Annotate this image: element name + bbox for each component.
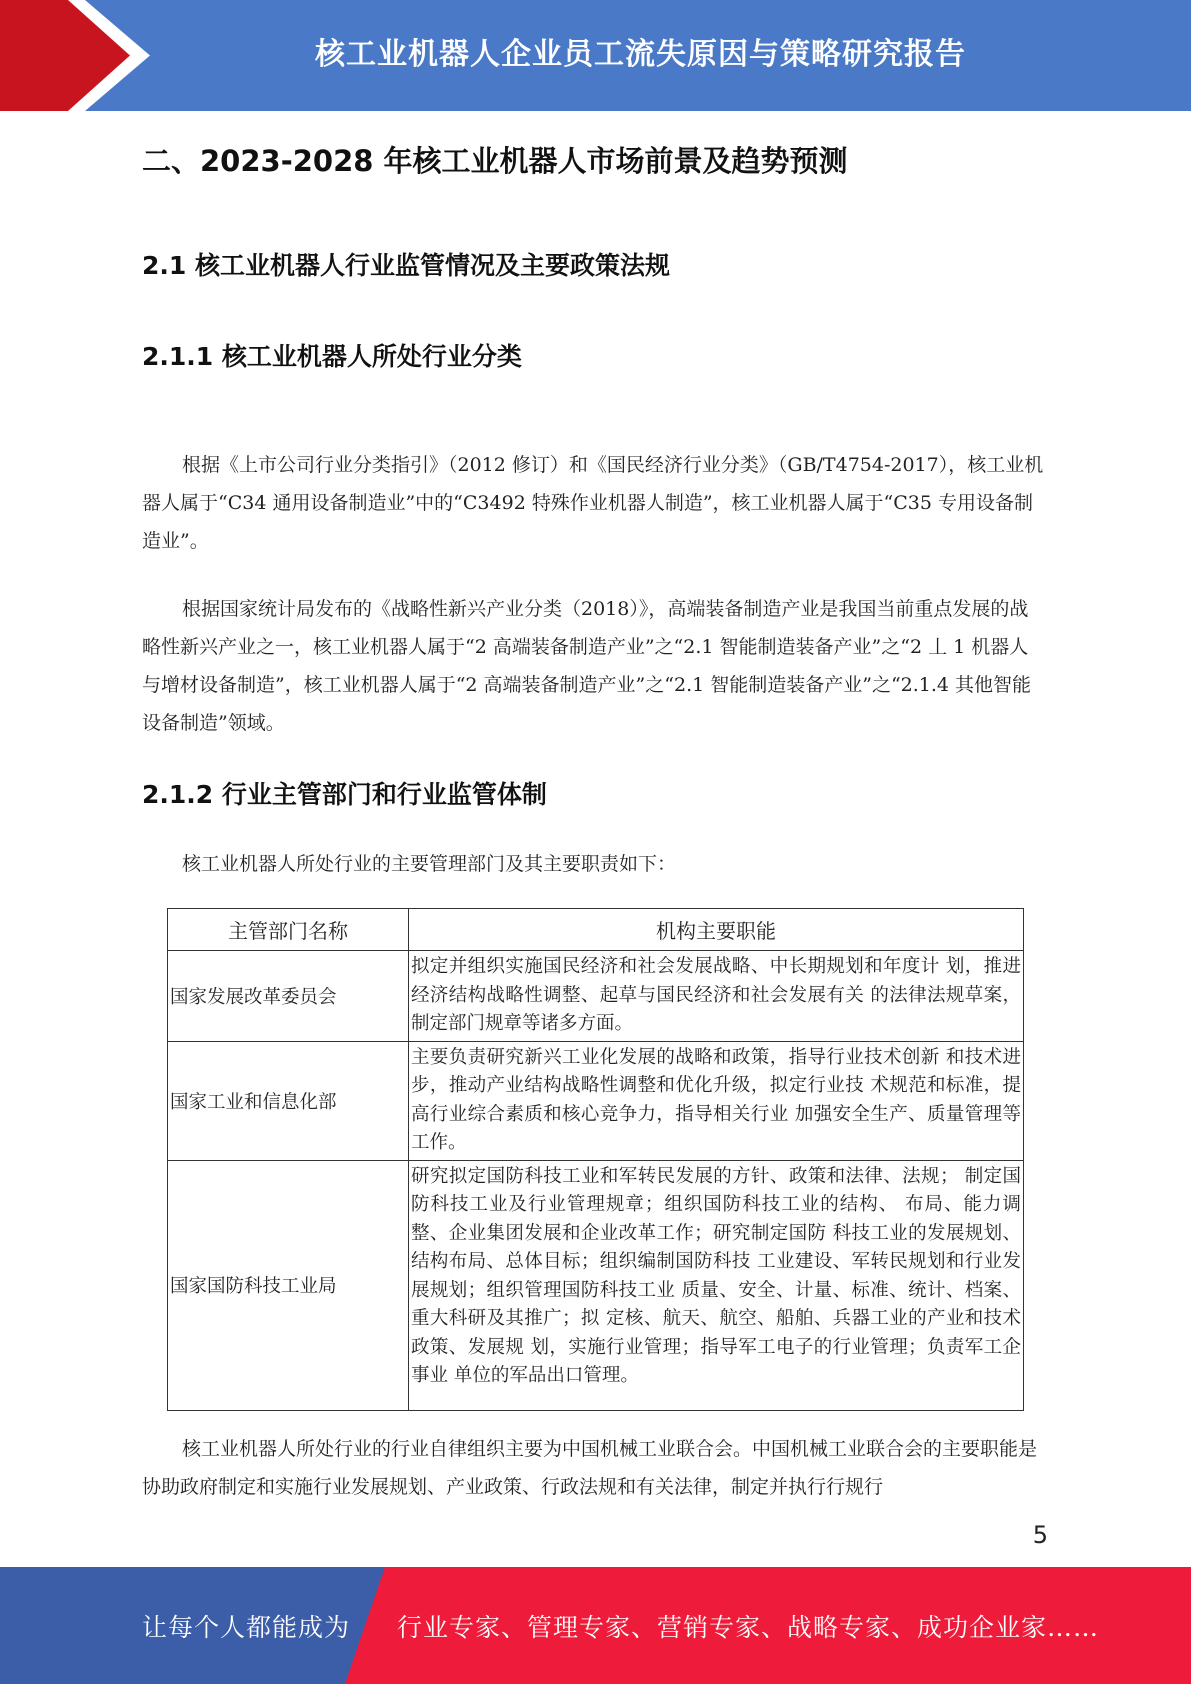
section-title: 二、2023-2028 年核工业机器人市场前景及趋势预测 (142, 144, 848, 178)
regulator-duties-table (167, 908, 1024, 1411)
page-number: 5 (1032, 1521, 1048, 1549)
paragraph-strategic-classification: 根据国家统计局发布的《战略性新兴产业分类（2018）》，高端装备制造产业是我国当前重点发展的战略性新兴产业之一，核工业机器人属于“2 高端装备制造产业”之“2.1 智能制造装备产业”之“2 丄 1 机器人与增材设备制造”，核工业机器人属于“2 高端装备制造产业”之“2.1 智能制造装备产业”之“2.1.4 其他智能设备制造”领域。 (142, 598, 1032, 734)
paragraph-self-regulatory-org: 核工业机器人所处行业的行业自律组织主要为中国机械工业联合会。中国机械工业联合会的主要职能是协助政府制定和实施行业发展规划、产业政策、行政法规和有关法律，制定并执行行规行 (142, 1438, 1038, 1498)
footer-slogan-right: 行业专家、管理专家、营销专家、战略专家、成功企业家…… (397, 1612, 1100, 1642)
paragraph-industry-classification: 根据《上市公司行业分类指引》（2012 修订）和《国民经济行业分类》（GB/T4754-2017），核工业机器人属于“C34 通用设备制造业”中的“C3492 特殊作业机器人制造”，核工业机器人属于“C35 专用设备制造业”。 (142, 454, 1044, 552)
dept-name-cell: 国家发展改革委员会 (168, 951, 409, 1042)
table-row (168, 1041, 1024, 1160)
subsection-heading-2-1-1: 2.1.1 核工业机器人所处行业分类 (142, 342, 522, 371)
subsection-heading-2-1-2: 2.1.2 行业主管部门和行业监管体制 (142, 780, 547, 809)
dept-duty-cell: 研究拟定国防科技工业和军转民发展的方针、政策和法律、法规； 制定国防科技工业及行业管理规章；组织国防科技工业的结构、 布局、能力调整、企业集团发展和企业改革工作；研究制定国防 科技工业的发展规划、结构布局、总体目标；组织编制国防科技 工业建设、军转民规划和行业发展规划；组织管理国防科技工业 质量、安全、计量、标准、统计、档案、重大科研及其推广；拟 定核、航天、航空、船舶、兵器工业的产业和技术政策、发展规 划，实施行业管理；指导军工电子的行业管理；负责军工企事业 单位的军品出口管理。 (409, 1160, 1024, 1410)
table-header-row (168, 909, 1024, 951)
dept-name-cell: 国家国防科技工业局 (168, 1160, 409, 1410)
page-footer (0, 1567, 1191, 1684)
table-intro-text: 核工业机器人所处行业的主要管理部门及其主要职责如下： (182, 853, 677, 875)
table-row (168, 1160, 1024, 1410)
footer-slogan-left: 让每个人都能成为 (142, 1612, 351, 1642)
column-header-dept: 主管部门名称 (168, 909, 409, 951)
dept-duty-cell: 主要负责研究新兴工业化发展的战略和政策，指导行业技术创新 和技术进步，推动产业结构战略性调整和优化升级，拟定行业技 术规范和标准，提高行业综合素质和核心竞争力，指导相关行业 加强安全生产、质量管理等工作。 (409, 1041, 1024, 1160)
table-row (168, 951, 1024, 1042)
report-title: 核工业机器人企业员工流失原因与策略研究报告 (315, 36, 966, 72)
dept-duty-cell: 拟定并组织实施国民经济和社会发展战略、中长期规划和年度计 划，推进经济结构战略性调整、起草与国民经济和社会发展有关 的法律法规草案，制定部门规章等诸多方面。 (409, 951, 1024, 1042)
header-arrow-icon (0, 0, 150, 111)
dept-name-cell: 国家工业和信息化部 (168, 1041, 409, 1160)
page-header (0, 0, 1191, 111)
subsection-heading-2-1: 2.1 核工业机器人行业监管情况及主要政策法规 (142, 251, 670, 280)
column-header-duty: 机构主要职能 (409, 909, 1024, 951)
